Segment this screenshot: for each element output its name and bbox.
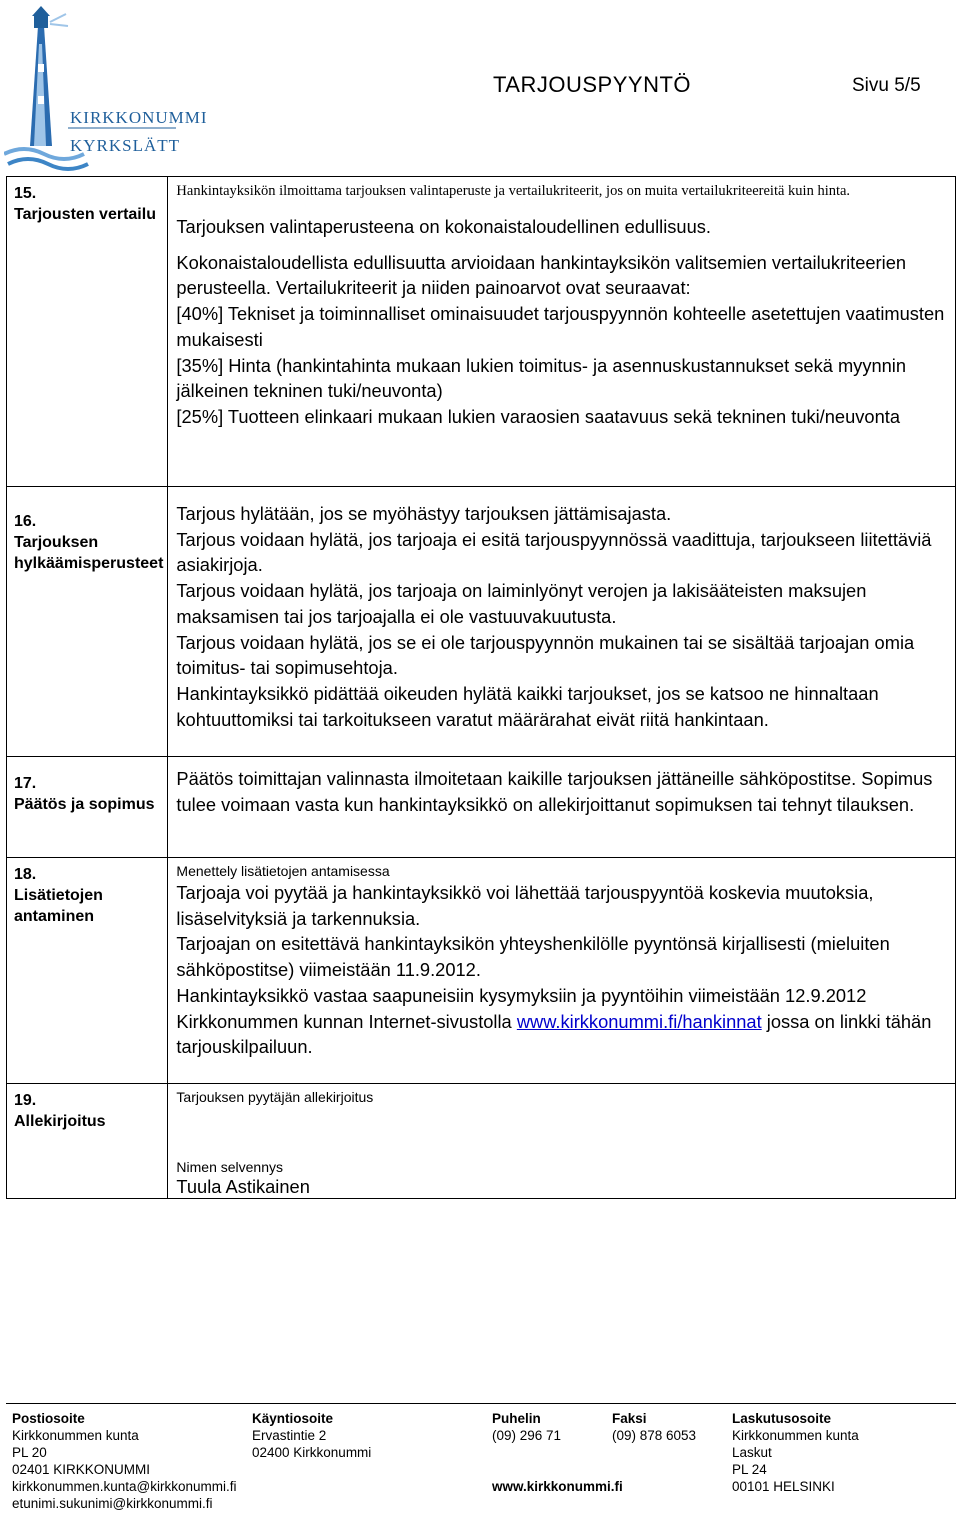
section-label [7,487,168,757]
paragraph: Tarjoaja voi pyytää ja hankintayksikkö voi lähettää tarjouspyyntöä koskevia muutoksia, lisäselvityksiä ja tarkennuksia. [176,882,874,929]
section-title: Lisätietojen antaminen [14,887,103,925]
footer-text: Kirkkonummen kunta [12,1428,139,1443]
footer-website[interactable]: www.kirkkonummi.fi [492,1479,623,1494]
page-number: Sivu 5/5 [852,75,921,96]
footer-text: (09) 878 6053 [612,1428,697,1443]
section-title: Allekirjoitus [14,1113,106,1130]
criterion-1: [40%] Tekniset ja toiminnalliset ominaisuudet tarjouspyynnön kohteelle asetettujen vaatimusten mukaisesti [176,303,945,350]
footer-heading: Käyntiosoite [252,1411,334,1426]
footer-postal [12,1410,237,1512]
paragraph-text: Hankintayksikkö vastaa saapuneisiin kysymyksiin ja pyyntöihin viimeistään 12.9.2012 Kirkkonummen kunnan Internet-sivustolla [176,984,867,1032]
section-title: Tarjouksen hylkäämisperusteet [14,534,164,572]
section-label [7,757,168,858]
section-15 [7,177,956,487]
section-title: Tarjousten vertailu [14,206,156,223]
criterion-2: [35%] Hinta (hankintahinta mukaan lukien toimitus- ja asennuskustannukset sekä myynnin jälkeinen tekninen tuki/neuvonta) [176,354,907,402]
paragraph: Päätös toimittajan valinnasta ilmoitetaan kaikille tarjouksen jättäneille sähköpostitse. Sopimus tulee voimaan vasta kun hankintayksikkö on allekirjoittanut sopimuksen tai tehnyt tilauksen. [176,768,933,815]
footer-billing [732,1410,859,1495]
paragraph: Kokonaistaloudellista edullisuutta arvioidaan hankintayksikön valitsemien vertailukriteerien perusteella. Vertailukriteerit ja niiden painoarvot ovat seuraavat: [176,251,907,299]
criterion-3: [25%] Tuotteen elinkaari mukaan lukien varaosien saatavuus sekä tekninen tuki/neuvonta [176,405,900,427]
footer-text: 02401 KIRKKONUMMI [12,1462,151,1477]
footer-heading: Puhelin [492,1411,541,1426]
footer-email[interactable]: etunimi.sukunimi@kirkkonummi.fi [12,1496,213,1511]
section-number: 18. [14,866,37,883]
section-18 [7,858,956,1084]
footer-text: Kirkkonummen kunta [732,1428,859,1443]
footer-phone [492,1410,623,1495]
rejection-rule: Hankintayksikkö pidättää oikeuden hylätä kaikki tarjoukset, jos se katsoo ne hinnaltaan kohtuuttomiksi tai tarkoitukseen varatut määrärahat eivät riitä hankintaan. [176,682,879,730]
section-title: Päätös ja sopimus [14,796,155,813]
footer-text: 02400 Kirkkonummi [252,1445,372,1460]
content-table [6,176,956,1199]
signer-name: Tuula Astikainen [176,1176,310,1197]
footer-visit [252,1410,371,1461]
rejection-rule: Tarjous voidaan hylätä, jos se ei ole tarjouspyynnön mukainen tai se sisältää tarjoajan omia toimitus- tai sopimusehtoja. [176,631,915,679]
logo [4,4,208,176]
footer-text: (09) 296 71 [492,1428,562,1443]
section-number: 15. [14,185,37,202]
section-note: Menettely lisätietojen antamisessa [176,863,390,879]
rejection-rule: Tarjous voidaan hylätä, jos tarjoaja on laiminlyönyt verojen ja lakisääteisten maksujen maksamisen tai jos tarjoajalla ei ole vastuuvakuutusta. [176,580,867,627]
rejection-rule: Tarjous voidaan hylätä, jos tarjoaja ei esitä tarjouspyynnössä vaadittuja, tarjoukseen liitettäviä asiakirjoja. [176,528,932,576]
footer-heading: Faksi [612,1411,647,1426]
footer-fax [612,1410,696,1444]
section-note: Hankintayksikön ilmoittama tarjouksen valintaperuste ja vertailukriteerit, jos on muita vertailukriteereitä kuin hinta. [176,183,851,199]
footer-text: PL 20 [12,1445,47,1460]
section-label [7,177,168,487]
section-content [168,1084,956,1199]
section-content [168,757,956,858]
section-number: 19. [14,1092,37,1109]
footer-text: Ervastintie 2 [252,1428,327,1443]
procurement-link[interactable]: www.kirkkonummi.fi/hankinnat [516,1010,762,1032]
section-content [168,858,956,1084]
paragraph [176,983,945,1060]
name-clarification-label: Nimen selvennys [176,1159,284,1175]
section-label [7,1084,168,1199]
document-title: TARJOUSPYYNTÖ [493,72,692,97]
signature-label: Tarjouksen pyytäjän allekirjoitus [176,1089,374,1105]
footer-text: 00101 HELSINKI [732,1479,835,1494]
section-content [168,487,956,757]
footer-text: Laskut [732,1445,772,1460]
footer-heading: Postiosoite [12,1411,85,1426]
footer-text: PL 24 [732,1462,767,1477]
section-number: 17. [14,775,37,792]
section-16 [7,487,956,757]
section-number: 16. [14,513,37,530]
footer [6,1403,956,1511]
paragraph-text: jossa on linkki tähän tarjouskilpailuun. [176,1010,932,1058]
paragraph: Tarjouksen valintaperusteena on kokonaistaloudellinen edullisuus. [176,216,711,237]
paragraph: Tarjoajan on esitettävä hankintayksikön yhteyshenkilölle pyyntönsä kirjallisesti (mieluiten sähköpostitse) viimeistään 11.9.2012. [176,933,890,981]
logo-text-finnish: KIRKKONUMMI [70,108,208,127]
logo-text-swedish: KYRKSLÄTT [70,136,181,155]
section-content [168,177,956,487]
section-19 [7,1084,956,1199]
footer-heading: Laskutusosoite [732,1411,832,1426]
section-label [7,858,168,1084]
rejection-rule: Tarjous hylätään, jos se myöhästyy tarjouksen jättämisajasta. [176,503,672,524]
footer-email[interactable]: kirkkonummen.kunta@kirkkonummi.fi [12,1479,237,1494]
section-17 [7,757,956,858]
